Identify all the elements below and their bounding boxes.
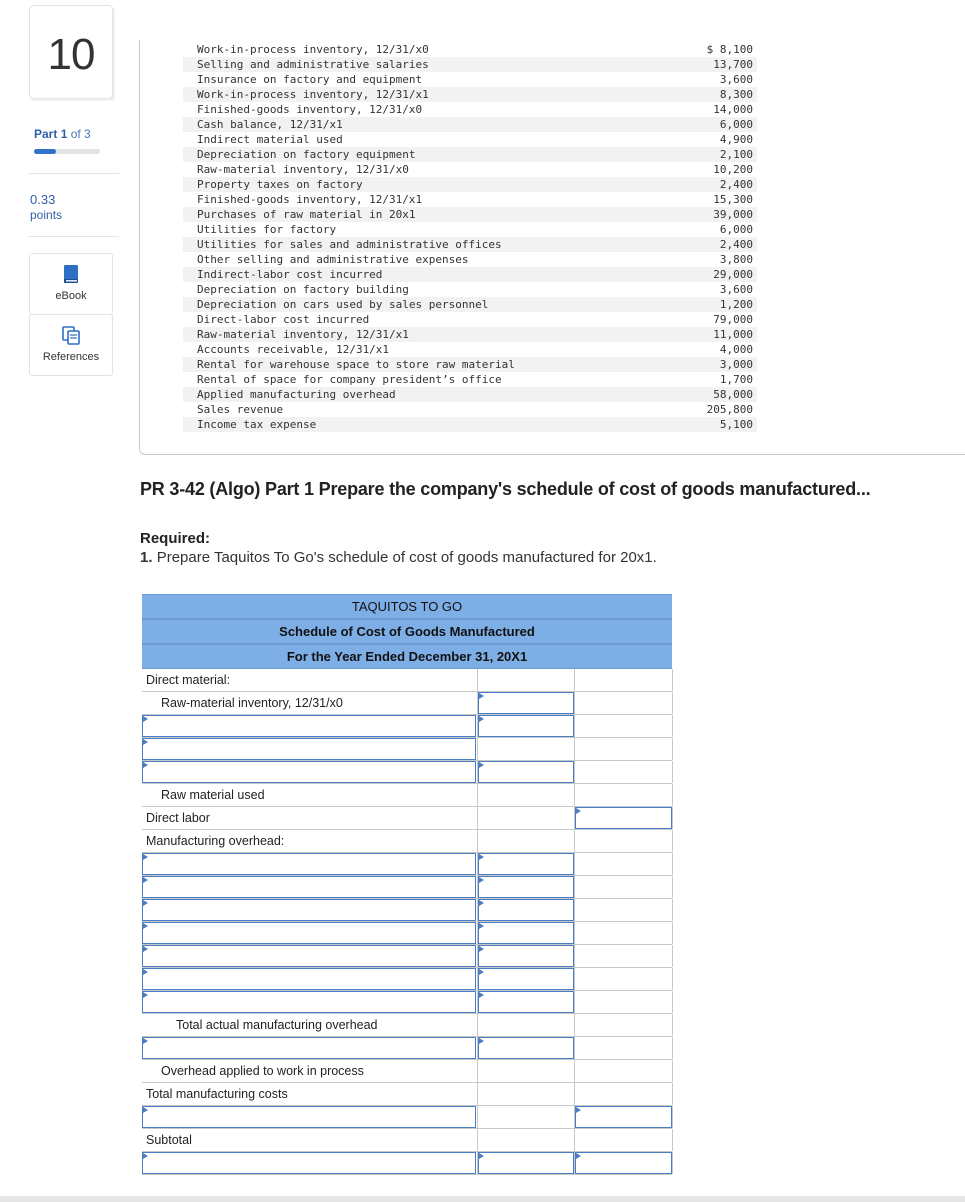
data-row-value: 2,400 — [719, 178, 753, 191]
schedule-cell-c2 — [477, 1152, 574, 1174]
references-icon — [61, 325, 81, 345]
amount-input[interactable] — [478, 922, 574, 944]
schedule-cell-c1 — [142, 1152, 476, 1174]
schedule-cell-c1 — [142, 1106, 476, 1128]
data-row-value: 1,200 — [719, 298, 753, 311]
data-row — [183, 297, 757, 312]
part-progress-fill — [34, 149, 56, 154]
schedule-cell-c1 — [142, 876, 476, 898]
schedule-row — [142, 807, 672, 830]
schedule-row — [142, 1037, 672, 1060]
schedule-cell-c3 — [574, 1106, 673, 1128]
amount-input[interactable] — [575, 1152, 672, 1174]
schedule-cell-c2 — [477, 715, 574, 737]
schedule-cell-c3 — [574, 692, 673, 714]
schedule-row-label: Overhead applied to work in process — [161, 1064, 364, 1078]
question-number: 10 — [47, 30, 95, 79]
data-row-label: Sales revenue — [197, 403, 284, 416]
data-row-label: Purchases of raw material in 20x1 — [197, 208, 416, 221]
data-row-label: Utilities for factory — [197, 223, 337, 236]
part-prefix: Part — [34, 127, 58, 141]
schedule-cell-c1 — [142, 715, 476, 737]
data-row — [183, 402, 757, 417]
data-row — [183, 192, 757, 207]
data-row-label: Indirect material used — [197, 133, 343, 146]
amount-input[interactable] — [478, 692, 574, 714]
schedule-row — [142, 1129, 672, 1152]
data-row — [183, 417, 757, 432]
amount-input[interactable] — [478, 899, 574, 921]
schedule-row — [142, 968, 672, 991]
data-row-label: Work-in-process inventory, 12/31/x1 — [197, 88, 429, 101]
data-row — [183, 342, 757, 357]
data-row-label: Other selling and administrative expenses — [197, 253, 469, 266]
schedule-cell-c2 — [477, 1129, 574, 1151]
data-row-value: $ 8,100 — [706, 43, 753, 56]
data-row-value: 13,700 — [713, 58, 753, 71]
data-row — [183, 177, 757, 192]
data-row — [183, 237, 757, 252]
data-row-label: Rental for warehouse space to store raw material — [197, 358, 515, 371]
schedule-company-name: TAQUITOS TO GO — [142, 594, 672, 619]
schedule-cell-c2 — [477, 1083, 574, 1105]
schedule-cell-c1 — [142, 830, 476, 852]
data-row-value: 39,000 — [713, 208, 753, 221]
account-name-input[interactable] — [142, 1106, 476, 1128]
schedule-cell-c3 — [574, 991, 673, 1013]
data-row-label: Raw-material inventory, 12/31/x1 — [197, 328, 409, 341]
data-row-label: Accounts receivable, 12/31/x1 — [197, 343, 390, 356]
schedule-cell-c1 — [142, 991, 476, 1013]
schedule-cell-c1 — [142, 1083, 476, 1105]
data-row — [183, 147, 757, 162]
schedule-cell-c1 — [142, 1060, 476, 1082]
account-name-input[interactable] — [142, 715, 476, 737]
schedule-row-label: Raw-material inventory, 12/31/x0 — [161, 696, 343, 710]
schedule-cell-c1 — [142, 853, 476, 875]
data-row-label: Direct-labor cost incurred — [197, 313, 370, 326]
data-row-value: 2,100 — [719, 148, 753, 161]
schedule-cell-c3 — [574, 876, 673, 898]
data-row — [183, 207, 757, 222]
references-button[interactable] — [29, 314, 113, 376]
data-row-value: 4,900 — [719, 133, 753, 146]
schedule-row — [142, 1106, 672, 1129]
data-row-label: Rental of space for company president’s office — [197, 373, 502, 386]
data-row — [183, 72, 757, 87]
schedule-cell-c3 — [574, 968, 673, 990]
schedule-cell-c3 — [574, 899, 673, 921]
schedule-row — [142, 1083, 672, 1106]
data-row-label: Depreciation on factory building — [197, 283, 409, 296]
data-row-label: Cash balance, 12/31/x1 — [197, 118, 343, 131]
schedule-cell-c1 — [142, 922, 476, 944]
schedule-row — [142, 876, 672, 899]
account-name-input[interactable] — [142, 1152, 476, 1174]
schedule-row-label: Subtotal — [146, 1133, 192, 1147]
data-row-value: 2,400 — [719, 238, 753, 251]
schedule-cell-c1 — [142, 1014, 476, 1036]
schedule-row — [142, 1152, 672, 1175]
part-current: 1 — [60, 127, 68, 141]
schedule-row — [142, 784, 672, 807]
book-icon — [61, 264, 81, 284]
data-row-value: 15,300 — [713, 193, 753, 206]
schedule-cell-c1 — [142, 1129, 476, 1151]
data-row — [183, 312, 757, 327]
data-row — [183, 252, 757, 267]
schedule-cell-c2 — [477, 1060, 574, 1082]
schedule-cell-c3 — [574, 715, 673, 737]
required-label: Required: — [140, 530, 211, 547]
schedule-cell-c3 — [574, 830, 673, 852]
data-row-value: 14,000 — [713, 103, 753, 116]
schedule-row — [142, 1060, 672, 1083]
schedule-cell-c3 — [574, 1037, 673, 1059]
data-row-label: Raw-material inventory, 12/31/x0 — [197, 163, 409, 176]
schedule-cell-c2 — [477, 945, 574, 967]
data-row-label: Income tax expense — [197, 418, 317, 431]
amount-input[interactable] — [478, 991, 574, 1013]
amount-input[interactable] — [575, 807, 672, 829]
schedule-cell-c2 — [477, 853, 574, 875]
schedule-cell-c3 — [574, 738, 673, 760]
data-row-value: 29,000 — [713, 268, 753, 281]
data-row — [183, 327, 757, 342]
required-text — [140, 549, 657, 566]
data-row — [183, 372, 757, 387]
data-row-value: 58,000 — [713, 388, 753, 401]
amount-input[interactable] — [478, 715, 574, 737]
account-name-input[interactable] — [142, 1037, 476, 1059]
schedule-cell-c2 — [477, 899, 574, 921]
data-row — [183, 162, 757, 177]
references-label: References — [42, 351, 100, 363]
schedule-cell-c3 — [574, 1152, 673, 1174]
schedule-row — [142, 761, 672, 784]
data-row-value: 10,200 — [713, 163, 753, 176]
data-row-value: 6,000 — [719, 223, 753, 236]
schedule-cell-c2 — [477, 1106, 574, 1128]
data-row-value: 5,100 — [719, 418, 753, 431]
schedule-cell-c3 — [574, 922, 673, 944]
points-label: points — [30, 208, 63, 222]
account-name-input[interactable] — [142, 922, 476, 944]
part-progress-bar — [34, 149, 100, 154]
schedule-cell-c3 — [574, 761, 673, 783]
schedule-row — [142, 899, 672, 922]
schedule-cell-c2 — [477, 761, 574, 783]
data-row-label: Utilities for sales and administrative offices — [197, 238, 502, 251]
account-name-input[interactable] — [142, 899, 476, 921]
schedule-cell-c2 — [477, 807, 574, 829]
ebook-label: eBook — [55, 290, 87, 302]
data-row-value: 3,000 — [719, 358, 753, 371]
schedule-cell-c3 — [574, 784, 673, 806]
schedule-cell-c2 — [477, 784, 574, 806]
account-name-input[interactable] — [142, 853, 476, 875]
schedule-cell-c1 — [142, 807, 476, 829]
schedule-cell-c3 — [574, 1083, 673, 1105]
question-number-card — [29, 5, 113, 99]
rail-divider — [29, 236, 119, 237]
data-row-label: Work-in-process inventory, 12/31/x0 — [197, 43, 429, 56]
bottom-scroll-edge — [0, 1196, 965, 1202]
account-name-input[interactable] — [142, 876, 476, 898]
data-row — [183, 102, 757, 117]
schedule-body — [142, 669, 672, 1175]
data-row-label: Indirect-labor cost incurred — [197, 268, 383, 281]
schedule-row — [142, 715, 672, 738]
schedule-row-label: Manufacturing overhead: — [146, 834, 285, 848]
data-row-value: 1,700 — [719, 373, 753, 386]
data-row — [183, 387, 757, 402]
schedule-row-label: Total manufacturing costs — [146, 1087, 288, 1101]
schedule-row — [142, 692, 672, 715]
schedule-cell-c3 — [574, 853, 673, 875]
account-name-input[interactable] — [142, 968, 476, 990]
data-row-label: Property taxes on factory — [197, 178, 363, 191]
data-row-label: Applied manufacturing overhead — [197, 388, 396, 401]
points-value: 0.33 — [30, 192, 56, 207]
data-row-value: 11,000 — [713, 328, 753, 341]
data-row — [183, 87, 757, 102]
data-row — [183, 132, 757, 147]
schedule-period: For the Year Ended December 31, 20X1 — [142, 644, 672, 669]
schedule-row — [142, 669, 672, 692]
data-row-label: Finished-goods inventory, 12/31/x1 — [197, 193, 423, 206]
schedule-cell-c2 — [477, 1037, 574, 1059]
amount-input[interactable] — [478, 945, 574, 967]
amount-input[interactable] — [478, 1037, 574, 1059]
data-row-value: 4,000 — [719, 343, 753, 356]
schedule-cell-c1 — [142, 669, 476, 691]
amount-input[interactable] — [478, 853, 574, 875]
data-row-label: Selling and administrative salaries — [197, 58, 429, 71]
schedule-title: Schedule of Cost of Goods Manufactured — [142, 619, 672, 644]
schedule-row — [142, 853, 672, 876]
ebook-button[interactable] — [29, 253, 113, 315]
data-row-label: Depreciation on factory equipment — [197, 148, 416, 161]
data-row-label: Depreciation on cars used by sales personnel — [197, 298, 489, 311]
schedule-cell-c2 — [477, 968, 574, 990]
cogm-schedule-table — [142, 594, 672, 1175]
schedule-row — [142, 945, 672, 968]
schedule-cell-c3 — [574, 807, 673, 829]
schedule-row — [142, 738, 672, 761]
schedule-cell-c1 — [142, 784, 476, 806]
account-name-input[interactable] — [142, 945, 476, 967]
schedule-cell-c1 — [142, 899, 476, 921]
schedule-cell-c1 — [142, 692, 476, 714]
data-row-value: 3,600 — [719, 283, 753, 296]
schedule-cell-c3 — [574, 1014, 673, 1036]
amount-input[interactable] — [575, 1106, 672, 1128]
account-name-input[interactable] — [142, 761, 476, 783]
schedule-cell-c2 — [477, 922, 574, 944]
schedule-cell-c2 — [477, 876, 574, 898]
part-indicator — [34, 127, 91, 141]
schedule-row — [142, 991, 672, 1014]
account-name-input[interactable] — [142, 991, 476, 1013]
schedule-cell-c1 — [142, 1037, 476, 1059]
schedule-row-label: Direct material: — [146, 673, 231, 687]
required-instruction: Prepare Taquitos To Go's schedule of cost of goods manufactured for 20x1. — [156, 549, 657, 566]
data-row-value: 3,800 — [719, 253, 753, 266]
schedule-row-label: Total actual manufacturing overhead — [176, 1018, 378, 1032]
schedule-cell-c2 — [477, 692, 574, 714]
amount-input[interactable] — [478, 1152, 574, 1174]
schedule-row-label: Raw material used — [161, 788, 265, 802]
part-of-total: of 3 — [70, 127, 91, 141]
schedule-cell-c1 — [142, 945, 476, 967]
schedule-row — [142, 1014, 672, 1037]
schedule-row — [142, 922, 672, 945]
schedule-cell-c3 — [574, 1060, 673, 1082]
data-row-label: Insurance on factory and equipment — [197, 73, 423, 86]
schedule-cell-c1 — [142, 968, 476, 990]
schedule-cell-c3 — [574, 669, 673, 691]
rail-divider — [29, 173, 119, 174]
data-row-value: 79,000 — [713, 313, 753, 326]
account-name-input[interactable] — [142, 738, 476, 760]
schedule-cell-c2 — [477, 991, 574, 1013]
schedule-cell-c3 — [574, 945, 673, 967]
schedule-row-label: Direct labor — [146, 811, 210, 825]
data-row — [183, 57, 757, 72]
data-row-value: 6,000 — [719, 118, 753, 131]
data-row — [183, 282, 757, 297]
schedule-cell-c1 — [142, 761, 476, 783]
data-row — [183, 117, 757, 132]
schedule-cell-c2 — [477, 669, 574, 691]
amount-input[interactable] — [478, 968, 574, 990]
schedule-cell-c2 — [477, 738, 574, 760]
data-row — [183, 42, 757, 57]
schedule-cell-c2 — [477, 830, 574, 852]
schedule-cell-c1 — [142, 738, 476, 760]
data-row-value: 8,300 — [719, 88, 753, 101]
amount-input[interactable] — [478, 876, 574, 898]
part-heading: PR 3-42 (Algo) Part 1 Prepare the company's schedule of cost of goods manufactured... — [140, 479, 871, 499]
data-row — [183, 267, 757, 282]
amount-input[interactable] — [478, 761, 574, 783]
data-row — [183, 357, 757, 372]
schedule-row — [142, 830, 672, 853]
schedule-cell-c2 — [477, 1014, 574, 1036]
data-row — [183, 222, 757, 237]
data-row-value: 3,600 — [719, 73, 753, 86]
schedule-cell-c3 — [574, 1129, 673, 1151]
required-number: 1. — [140, 549, 153, 566]
data-row-label: Finished-goods inventory, 12/31/x0 — [197, 103, 423, 116]
data-row-value: 205,800 — [706, 403, 753, 416]
